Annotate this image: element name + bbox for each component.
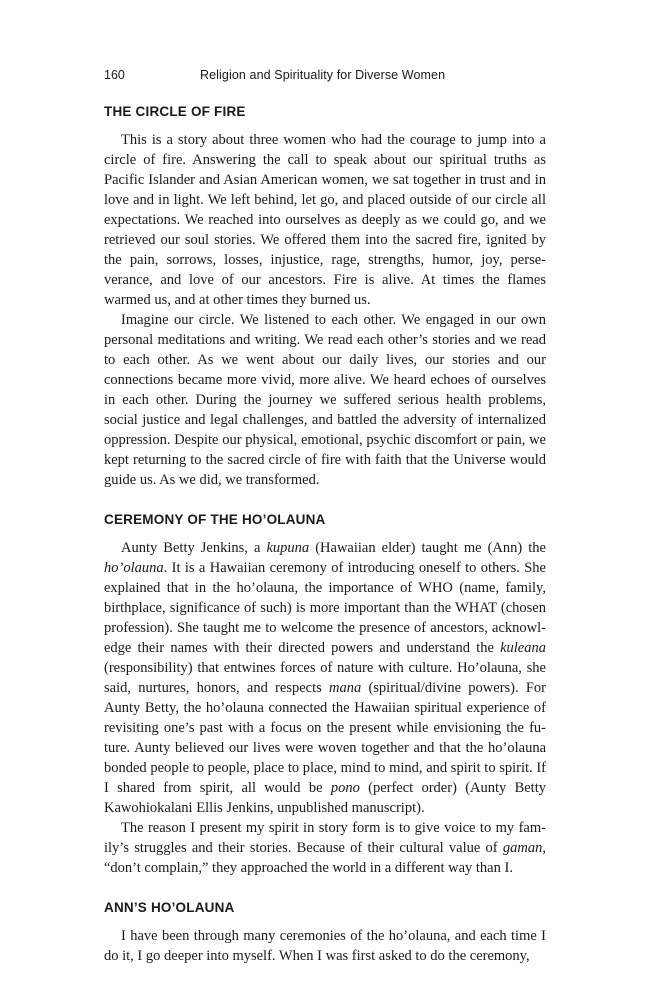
section-heading: ANN’S HO’OLAUNA <box>104 900 235 915</box>
section-heading: THE CIRCLE OF FIRE <box>104 104 246 119</box>
page-number: 160 <box>104 68 125 82</box>
section-ceremony-of-the-hoolauna <box>104 512 546 878</box>
book-page <box>104 68 546 988</box>
text-run: The reason I present my spirit in story form is to give voice to my family’s struggles and their stories. Because of their cultural value of <box>104 820 546 856</box>
text-run: (spiritual/divine powers). For Aunty Betty, the ho’olauna connected the Hawaiian spiritual experience of revisiting one’s past with a focus on the present while envisioning the future. Aunty believed our lives were woven together and that the ho’olauna bonded people to people, place to place, mind to mind, and spirit to spirit. If I shared from spirit, all would be <box>104 680 546 796</box>
section-heading: CEREMONY OF THE HO’OLAUNA <box>104 512 326 527</box>
paragraph: I have been through many ceremonies of the ho’olauna, and each time I do it, I go deeper into myself. When I was first asked to do the ceremony, <box>104 928 546 964</box>
italic-term: pono <box>330 780 360 796</box>
paragraph: This is a story about three women who had the courage to jump into a circle of fire. Answering the call to speak about our spiritual truths as Pacific Islander and Asian American women, we sat together in trust and in love and in light. We left behind, let go, and placed outside of our circle all expectations. We reached into ourselves as deeply as we could go, and we retrieved our soul stories. We offered them into the sacred fire, ignited by the pain, sorrows, losses, injustice, rage, strengths, humor, joy, perseverance, and love of our ancestors. Fire is alive. At times the flames warmed us, and at other times they burned us. <box>104 132 546 308</box>
section-circle-of-fire <box>104 104 546 490</box>
paragraph: Imagine our circle. We listened to each other. We engaged in our own personal meditations and writing. We read each other’s stories and we read to each other. As we went about our daily lives, our stories and our connections became more vivid, more alive. We heard echoes of ourselves in each other. During the journey we suffered serious health problems, social justice and legal challenges, and battled the adversity of internalized oppression. Despite our physical, emotional, psychic discomfort or pain, we kept returning to the sacred circle of fire with faith that the Universe would guide us. As we did, we transformed. <box>104 312 546 488</box>
section-anns-hoolauna <box>104 900 546 966</box>
book-title: Religion and Spirituality for Diverse Women <box>200 68 446 82</box>
paragraph <box>104 818 546 878</box>
italic-term: ho’olauna <box>104 560 164 576</box>
running-head <box>104 68 546 90</box>
italic-term: gaman <box>502 840 543 856</box>
text-run: (Hawaiian elder) taught me (Ann) the <box>309 540 546 556</box>
text-run: (responsibility) that entwines forces of nature with culture. Ho’olauna, she said, nurtures, honors, and respects <box>104 660 546 696</box>
italic-term: kupuna <box>266 540 310 556</box>
text-run: . It is a Hawaiian ceremony of introducing oneself to others. She explained that in the ho’olauna, the importance of WHO (name, family, birthplace, significance of such) is more important than the WHAT (chosen profession). She taught me to welcome the presence of ancestors, acknowledge their names with their directed powers and understand the <box>104 560 546 656</box>
text-run: (perfect order) (Aunty Betty Kawohiokalani Ellis Jenkins, unpublished manuscript). <box>104 780 546 816</box>
italic-term: mana <box>328 680 362 696</box>
paragraph <box>104 538 546 818</box>
italic-term: kuleana <box>500 640 546 656</box>
text-run: , “don’t complain,” they approached the world in a different way than I. <box>104 840 546 876</box>
text-run: Aunty Betty Jenkins, a <box>121 540 267 556</box>
